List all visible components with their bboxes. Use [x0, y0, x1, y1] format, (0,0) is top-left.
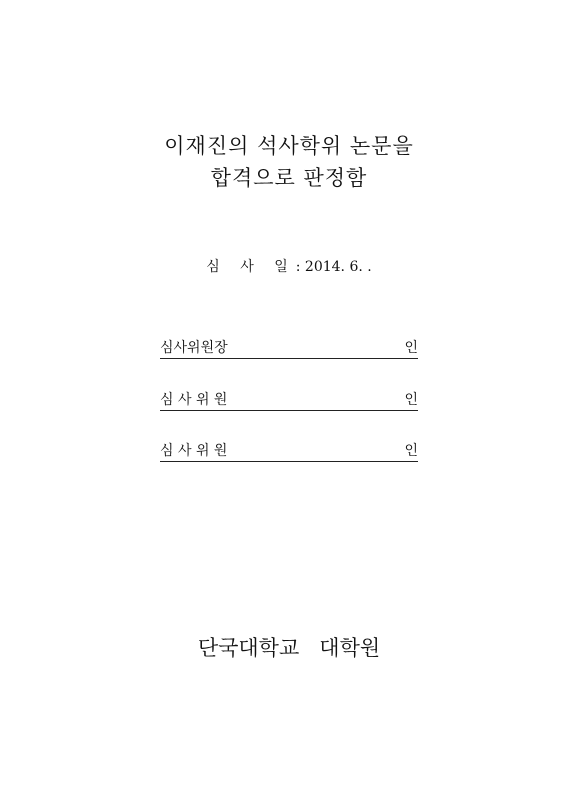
signature-line-chair [160, 338, 418, 359]
review-date-label: 심 사 일 [206, 259, 296, 275]
signature-line-member [160, 390, 418, 411]
seal-mark: 인 [404, 443, 418, 459]
signature-line-member [160, 441, 418, 462]
review-date [0, 256, 578, 276]
signature-role: 심사위원장 [160, 340, 228, 356]
signature-role: 심 사 위 원 [160, 392, 228, 408]
school-name: 단국대학교 대학원 [197, 636, 381, 660]
seal-mark: 인 [404, 340, 418, 356]
title-line-2: 합격으로 판정함 [210, 166, 368, 190]
signature-role: 심 사 위 원 [160, 443, 228, 459]
review-date-value: : 2014. 6. . [295, 259, 372, 275]
seal-mark: 인 [404, 392, 418, 408]
title-line-1: 이재진의 석사학위 논문을 [164, 134, 414, 158]
